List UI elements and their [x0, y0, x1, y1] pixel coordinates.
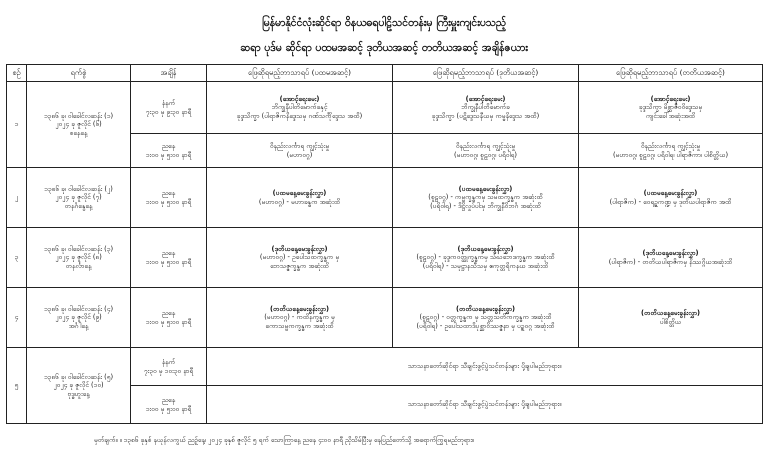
title-line-1: မြန်မာနိုင်ငံလုံးဆိုင်ရာ ဝိနယဓရပါဠိသင်တန်းမှ ကြီးမှူးကျင်းပသည့် [261, 17, 507, 29]
table-row [7, 168, 763, 228]
full-row-note: သာသနာတော်ဆိုင်ရာ သီချင်းဖွင့်ပွဲသင်တန်းများ ပို့ချပါမည်ဘုရား။ [207, 386, 763, 424]
table-row [7, 288, 763, 348]
header-row [7, 65, 763, 82]
header-subject-level-1: ဖြေဆိုရမည့်ဘာသာရပ် (ပထမအဆင့်) [207, 65, 393, 82]
subject-cell: ဝိနည်းလင်္ကာရ ကျွင့်သုံးမှု (မဟာဝဂ္ဂ၊ စူဠဝဂ္ဂ၊ ပရိဝါရ) [393, 134, 579, 168]
subject-cell: (ပထမနေ့မေးခွန်းလွှာ) (ပါရာဇိက) - ဝေရဉ္ဇကဏ္ဍ မှ ဒုတိယပါရာဇိက အထိ [579, 168, 763, 228]
subject-cell: ဝိနည်းလင်္ကာရ ကျွင့်သုံးမှု (မဟာဝဂ္ဂ) [207, 134, 393, 168]
header-date: ရက်စွဲ [27, 65, 131, 82]
subject-cell: (တတိယနေ့မေးခွန်းလွှာ) ပါစိတ္တိယ [579, 288, 763, 348]
session-time: နံနက် ၇း၃၀ မှ ၁၀း၃၀ နာရီ [131, 348, 207, 386]
day-date: ၁၃၈၆ ခု၊ ဝါခေါင်လဆန်း (၁) ၂၀၂၄ ခု ဇူလိုင် (၆) စနေနေ့ [27, 82, 131, 168]
subject-cell: (ဒုတိယနေ့မေးခွန်းလွှာ) (မဟာဝဂ္ဂ) - ဥပေါသထက္ခန္ဓက မှ ဘေသဇ္ဇက္ခန္ဓက အဆုံးထိ [207, 228, 393, 288]
session-time: ညနေ ၁း၀၀ မှ ၅း၀၀ နာရီ [131, 288, 207, 348]
day-date: ၁၃၈၆ ခု၊ ဝါခေါင်လဆန်း (၄) ၂၀၂၄ ခု ဇူလိုင် (၉) အင်္ဂါနေ့ [27, 288, 131, 348]
subject-cell: (တတိယနေ့မေးခွန်းလွှာ) (စူဠဝဂ္ဂ) - ဝတ္တက္ခန္ဓက မှ သတ္တသတိကက္ခန္ဓက အဆုံးထိ (ပရိဝါရ) - ဥပေါသထာဒိပုစ္ဆာဝိဿဇ္ဇနာ မှ ပဉ္စဝဂ္ဂ အဆုံးထိ [393, 288, 579, 348]
day-number: ၃ [7, 228, 27, 288]
day-date: ၁၃၈၆ ခု၊ ဝါခေါင်လဆန်း (၅) ၂၀၂၄ ခု ဇူလိုင် (၁၀) ဗုဒ္ဓဟူးနေ့ [27, 348, 131, 424]
subject-cell: (ဒုတိယနေ့မေးခွန်းလွှာ) (ပါရာဇိက) - တတိယပါရာဇိကမှ နိဿဂ္ဂိယအဆုံးထိ [579, 228, 763, 288]
subject-cell: (အောင့်ရေးမေး) ခုဒ္ဒသိက္ခာ မိစ္ဆာဇီဝဝိဒ္ဒေသမှ ကျင်းခေါ်အဆုံးအထိ [579, 82, 763, 134]
day-date: ၁၃၈၆ ခု၊ ဝါခေါင်လဆန်း (၂) ၂၀၂၄ ခု ဇူလိုင် (၇) တနင်္ဂနွေနေ့ [27, 168, 131, 228]
subject-cell: (တတိယနေ့မေးခွန်းလွှာ) (မဟာဝဂ္ဂ) - ကထိနက္ခန္ဓက မှ ကောသမ္ဗကက္ခန္ဓက အဆုံးထိ [207, 288, 393, 348]
day-number: ၂ [7, 168, 27, 228]
session-time: ညနေ ၁း၀၀ မှ ၅း၀၀ နာရီ [131, 228, 207, 288]
session-time: ညနေ ၁း၀၀ မှ ၅း၀၀ နာရီ [131, 386, 207, 424]
day-date: ၁၃၈၆ ခု၊ ဝါခေါင်လဆန်း (၃) ၂၀၂၄ ခု ဇူလိုင် (၈) တနင်္လာနေ့ [27, 228, 131, 288]
day-number: ၁ [7, 82, 27, 168]
header-no: စဉ် [7, 65, 27, 82]
header-subject-level-3: ဖြေဆိုရမည့်ဘာသာရပ် (တတိယအဆင့်) [579, 65, 763, 82]
header-subject-level-2: ဖြေဆိုရမည့်ဘာသာရပ် (ဒုတိယအဆင့်) [393, 65, 579, 82]
schedule-table [6, 64, 763, 424]
subject-cell: (အောင့်ရေးမေး) ဘိက္ခုနီပါတိမောက်ခနှင့် ခုဒ္ဒသိက္ခာ (ပါရာဇိကနိဒ္ဒေသမှ ဂဏ်သင်္ကိုဒ္ဒေသ အထိ) [207, 82, 393, 134]
table-row [7, 82, 763, 134]
table-row [7, 228, 763, 288]
session-time: ညနေ ၁း၀၀ မှ ၅း၀၀ နာရီ [131, 134, 207, 168]
header-time: အချိန် [131, 65, 207, 82]
full-row-note: သာသနာတော်ဆိုင်ရာ သီချင်းဖွင့်ပွဲသင်တန်းများ ပို့ချပါမည်ဘုရား။ [207, 348, 763, 386]
subject-cell: (အောင့်ရေးမေး) ဘိက္ခုနီပါတိမောက်ခ ခုဒ္ဒသိက္ခာ (ပဋိဒ္ဒေသနီယမှ ကမ္မနိဒ္ဒေသ အထိ) [393, 82, 579, 134]
session-time: နံနက် ၇း၃၀ မှ ၉း၃၀ နာရီ [131, 82, 207, 134]
subject-cell: ဝိနည်းလင်္ကာရ ကျွင့်သုံးမှု (မဟာဝဂ္ဂ၊ စူဠဝဂ္ဂ၊ ပရိဝါရ၊ ပါရာဇိကာ၊ ပါစိတ္တိယ) [579, 134, 763, 168]
subject-cell: (ဒုတိယနေ့မေးခွန်းလွှာ) (စူဠဝဂ္ဂ) - ခုဒ္ဒကဝတ္ထုက္ခန္ဓကမှ သံဃဘေဒက္ခန္ဓက အဆုံးထိ (ပရိဝါရ) - သမုဋ္ဌာနသီသမှ ဧကုတ္တရိကနယ အဆုံးထိ [393, 228, 579, 288]
subject-cell: (ပထမနေ့မေးခွန်းလွှာ) (မဟာဝဂ္ဂ) - မဟာခန္ဓက အဆုံးထိ [207, 168, 393, 228]
footnote: မှတ်ချက်။ ။ ၁၃၈၆ ခုနှစ် နယုန်လကွယ် ညဉ့်နေ့၊ ၂၀၂၄ ခုနှစ် ဇူလိုင် ၅ ရက် သောကြာနေ့ ညနေ ၄း၀၀ နာရီ ညှိသိမ်ပြီးမှ နေပြည်တော်သို့ အရောက်ကြွရမည်ဘုရား။ [94, 436, 474, 444]
title-line-2: ဆရာ ပုဒ်မ ဆိုင်ရာ ပထမအဆင့် ဒုတိယအဆင့် တတိယအဆင့် အချိန်ဇယား [240, 42, 528, 54]
table-row [7, 348, 763, 386]
day-number: ၅ [7, 348, 27, 424]
subject-cell: (ပထမနေ့မေးခွန်းလွှာ) (စူဠဝဂ္ဂ) - ကမ္မက္ခန္ဓကမှ သမထက္ခန္ဓက အဆုံးထိ (ပရိဝါရ) - ဒိဋ္ဌိလှုပ်ပါးမှ ဘိက္ခုနီဝိဘင်္ဂ အဆုံးထိ [393, 168, 579, 228]
session-time: ညနေ ၁း၀၀ မှ ၅း၀၀ နာရီ [131, 168, 207, 228]
day-number: ၄ [7, 288, 27, 348]
